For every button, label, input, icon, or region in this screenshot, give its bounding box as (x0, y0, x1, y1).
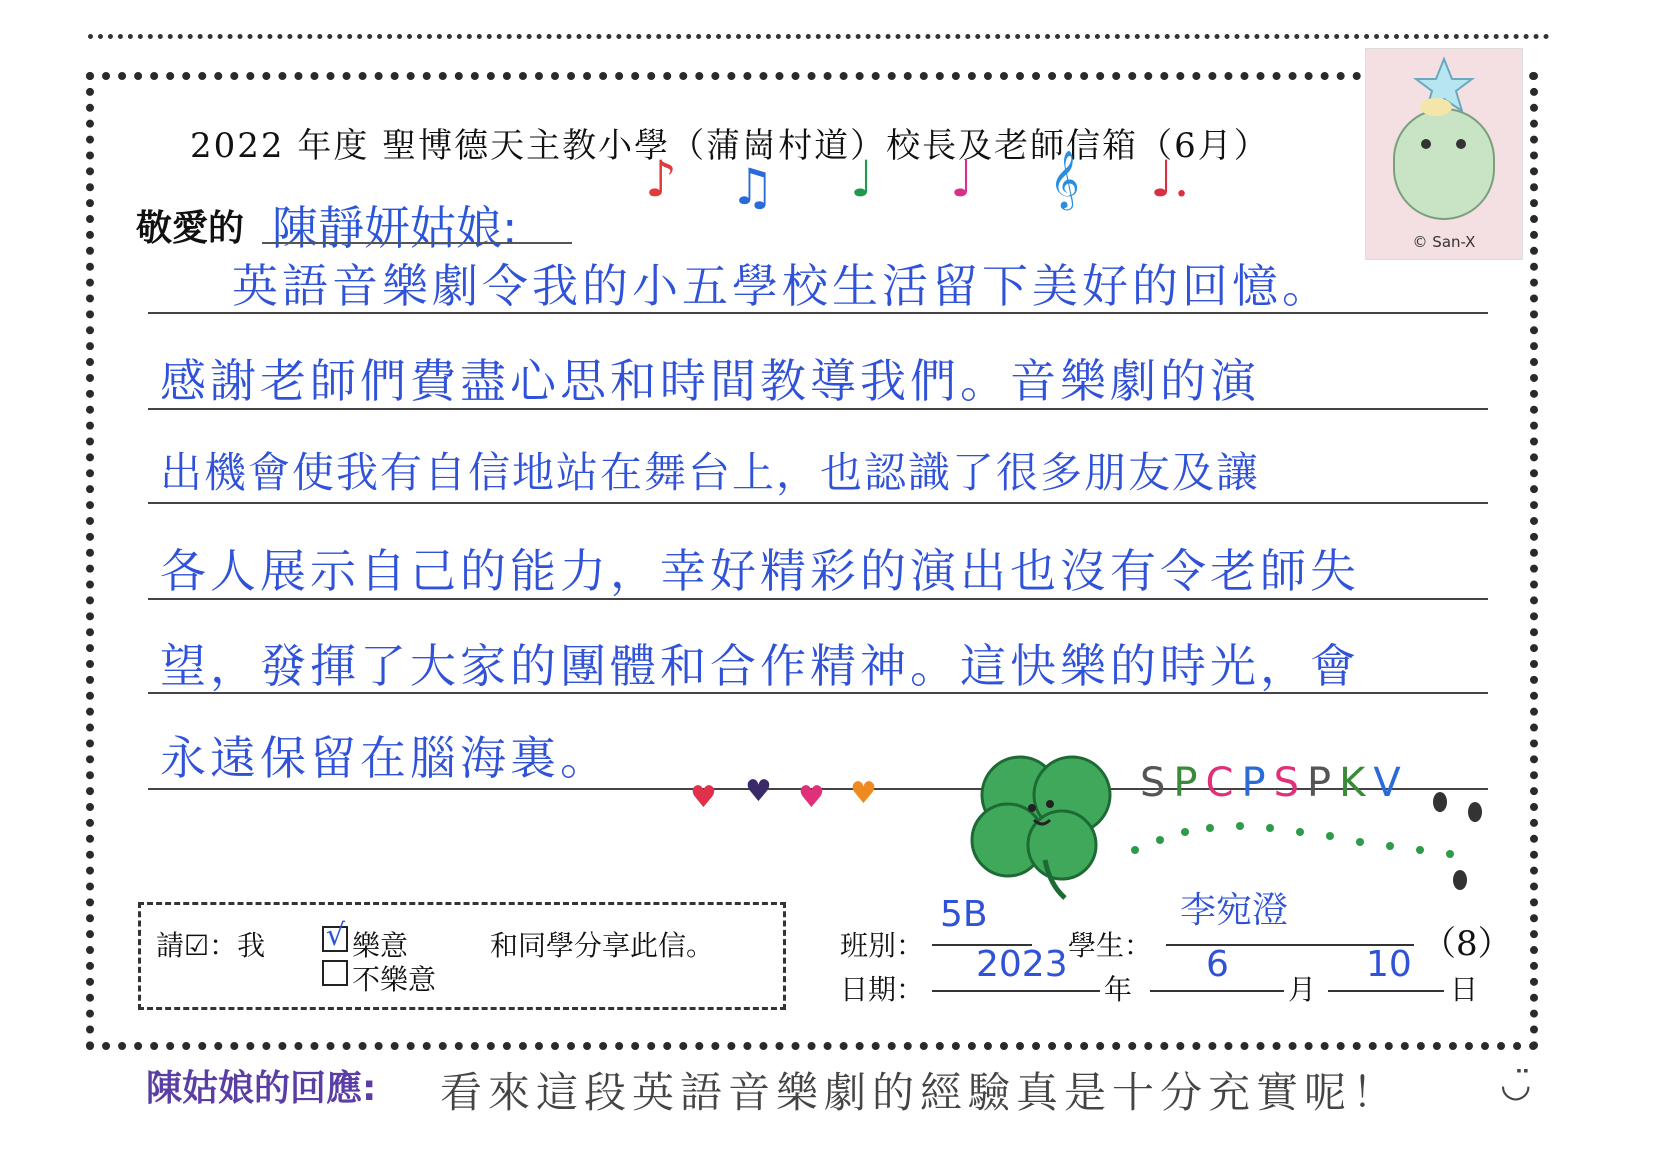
heart-icon: ♥ (690, 780, 717, 815)
letter-line: 各人展示自己的能力，幸好精彩的演出也沒有令老師失 (160, 544, 1360, 598)
consent-yes-checkbox[interactable] (322, 918, 348, 953)
four-leaf-clover-icon (950, 740, 1140, 900)
class-label: 班別： (840, 929, 925, 962)
initial-letter: V (1373, 760, 1401, 806)
initial-letter: S (1140, 760, 1166, 806)
heart-icon: ♥ (850, 776, 877, 811)
top-dotted-rule (88, 34, 1550, 39)
ruled-line (148, 312, 1488, 314)
note-icon: ♩ (850, 150, 874, 208)
consent-no-label: 不樂意 (352, 963, 437, 996)
treble-clef-icon: 𝄞 (1050, 150, 1080, 208)
initial-letter: S (1273, 760, 1299, 806)
consent-prefix: 請☑：我 (156, 929, 266, 962)
student-name-label: 學生： (1068, 929, 1153, 962)
initial-letter: P (1306, 760, 1332, 806)
initial-letter: P (1173, 760, 1198, 806)
date-day: 10 (1366, 944, 1412, 985)
ruled-line (148, 692, 1488, 694)
ruled-line (148, 502, 1488, 504)
smiley-icon: ◡̈ (1500, 1064, 1532, 1105)
date-month-underline (1150, 990, 1284, 992)
consent-suffix: 和同學分享此信。 (490, 929, 715, 962)
date-month-unit: 月 (1288, 973, 1317, 1006)
dinosaur-sticker-icon (1366, 49, 1522, 229)
heart-icon: ♥ (798, 780, 825, 815)
note-icon: ♪ (645, 150, 677, 208)
date-month: 6 (1206, 944, 1229, 985)
recipient-name: 陳靜妍姑娘: (272, 201, 518, 255)
initial-letter: P (1241, 760, 1266, 806)
date-year-unit: 年 (1104, 973, 1133, 1006)
salutation: 敬愛的 (136, 207, 245, 249)
teacher-reply-label: 陳姑娘的回應: (146, 1068, 377, 1109)
note-icon: ♩. (1150, 150, 1190, 208)
check-mark-icon: √ (326, 918, 346, 953)
student-name-value: 李宛澄 (1180, 890, 1289, 931)
note-icon: ♩ (950, 150, 974, 208)
letter-line: 出機會使我有自信地站在舞台上，也認識了很多朋友及讓 (160, 448, 1261, 497)
initial-letter: C (1205, 760, 1234, 806)
consent-no-checkbox[interactable] (322, 960, 348, 986)
sticker-credit: © San-X (1412, 233, 1476, 251)
recipient-underline (262, 242, 572, 244)
class-value: 5B (940, 894, 988, 935)
heart-icon: ♥ (745, 774, 772, 809)
letter-line: 永遠保留在腦海裏。 (160, 731, 610, 785)
footprints-trail-icon (1120, 790, 1500, 900)
ruled-line (148, 598, 1488, 600)
form-title: 2022 年度 聖博德天主教小學（蒲崗村道）校長及老師信箱（6月） (190, 126, 1270, 166)
date-year-underline (932, 990, 1100, 992)
ruled-line (148, 408, 1488, 410)
date-year: 2023 (976, 944, 1068, 985)
date-day-unit: 日 (1450, 973, 1479, 1006)
letter-line: 感謝老師們費盡心思和時間教導我們。音樂劇的演 (160, 354, 1260, 408)
consent-yes-label: 樂意 (352, 929, 409, 962)
character-sticker (1365, 48, 1523, 260)
initial-letter: K (1339, 760, 1366, 806)
note-icon: ♫ (730, 158, 775, 216)
date-label: 日期： (840, 973, 925, 1006)
student-number: （8） (1422, 924, 1512, 964)
letter-line: 英語音樂劇令我的小五學校生活留下美好的回憶。 (232, 259, 1332, 313)
date-day-underline (1328, 990, 1444, 992)
letter-line: 望，發揮了大家的團體和合作精神。這快樂的時光，會 (160, 639, 1360, 693)
teacher-reply-text: 看來這段英語音樂劇的經驗真是十分充實呢！ (440, 1068, 1401, 1117)
